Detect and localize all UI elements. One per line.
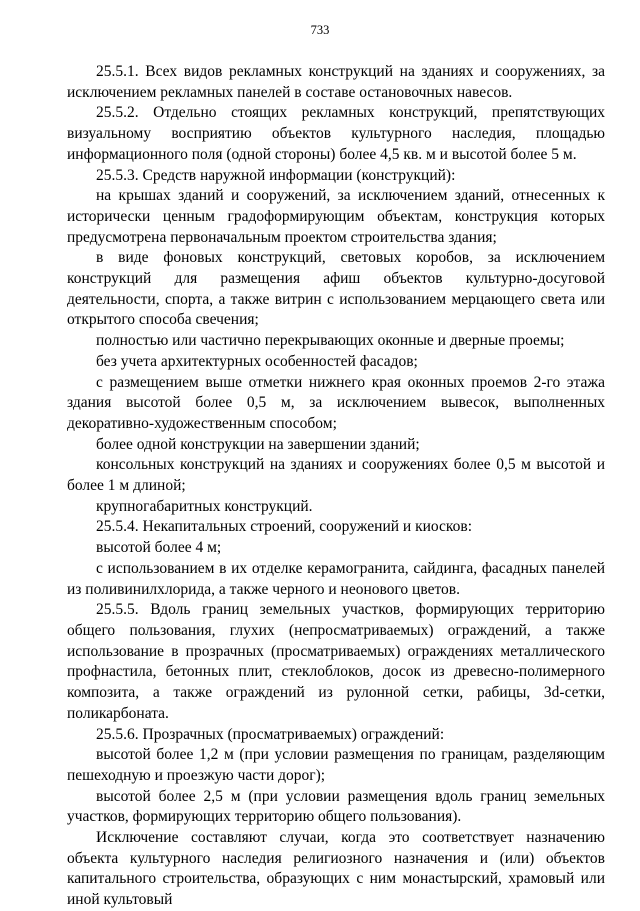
list-item-large-size: крупногабаритных конструкций. [96,497,313,515]
list-item-console: консольных конструкций на зданиях и сооружениях более 0,5 м высотой и более 1 м длиной; [67,456,605,495]
paragraph-25-5-1: 25.5.1. Всех видов рекламных конструкций на зданиях и сооружениях, за исключением рекламных панелей в составе остановочных навесов. [67,63,605,101]
paragraph-25-5-4: 25.5.4. Некапитальных строений, сооружений и киосков: [96,518,473,536]
list-item-roofs: на крышах зданий и сооружений, за исключением зданий, отнесенных к исторически ценным градоформирующим объектам, конструкция которых предусмотрена первоначальным проектом строительства здания; [67,187,605,246]
list-item-more-than-one: более одной конструкции на завершении зданий; [96,435,420,453]
list-item-height-1-2m: высотой более 1,2 м (при условии размещения по границам, разделяющим пешеходную и проезжую части дорог); [67,746,605,784]
paragraph-25-5-3: 25.5.3. Средств наружной информации (конструкций): [96,166,456,184]
list-item-window-openings: полностью или частично перекрывающих оконные и дверные проемы; [96,332,565,350]
list-item-second-floor: с размещением выше отметки нижнего края оконных проемов 2-го этажа здания высотой более 0,5 м, за исключением вывесок, выполненных декоративно-художественным способом; [67,373,605,432]
paragraph-25-5-5: 25.5.5. Вдоль границ земельных участков, формирующих территорию общего пользования, глухих (непросматриваемых) ограждений, а также использование в прозрачных (просматриваемых) ограждениях металлического профнастила, бетонных плит, стеклоблоков, досок из древесно-полимерного композита, а также ограждений из рулонной сетки, рабицы, 3d-сетки, поликарбоната. [67,601,605,722]
page-number: 733 [310,23,330,37]
list-item-finishing: с использованием в их отделке керамогранита, сайдинга, фасадных панелей из поливинилхлорида, а также черного и неонового цветов. [67,559,605,598]
paragraph-exception: Исключение составляют случаи, когда это соответствует назначению объекта культурного наследия религиозного назначения и (или) объектов капитального строительства, образующих с ним монастырский, храмовый или иной культовый [67,829,605,909]
list-item-height-4m: высотой более 4 м; [96,539,222,557]
list-item-architectural-features: без учета архитектурных особенностей фасадов; [96,352,418,370]
list-item-height-2-5m: высотой более 2,5 м (при условии размещения вдоль границ земельных участков, формирующих территорию общего пользования). [67,787,605,826]
paragraph-25-5-6: 25.5.6. Прозрачных (просматриваемых) ограждений: [96,725,445,743]
document-body [67,62,605,911]
paragraph-25-5-2: 25.5.2. Отдельно стоящих рекламных конструкций, препятствующих визуальному восприятию объектов культурного наследия, площадью информационного поля (одной стороны) более 4,5 кв. м и высотой более 5 м. [67,104,605,163]
list-item-light-boxes: в виде фоновых конструкций, световых коробов, за исключением конструкций для размещения афиш объектов культурно-досуговой деятельности, спорта, а также витрин с использованием мерцающего света или открытого способа свечения; [67,249,605,329]
